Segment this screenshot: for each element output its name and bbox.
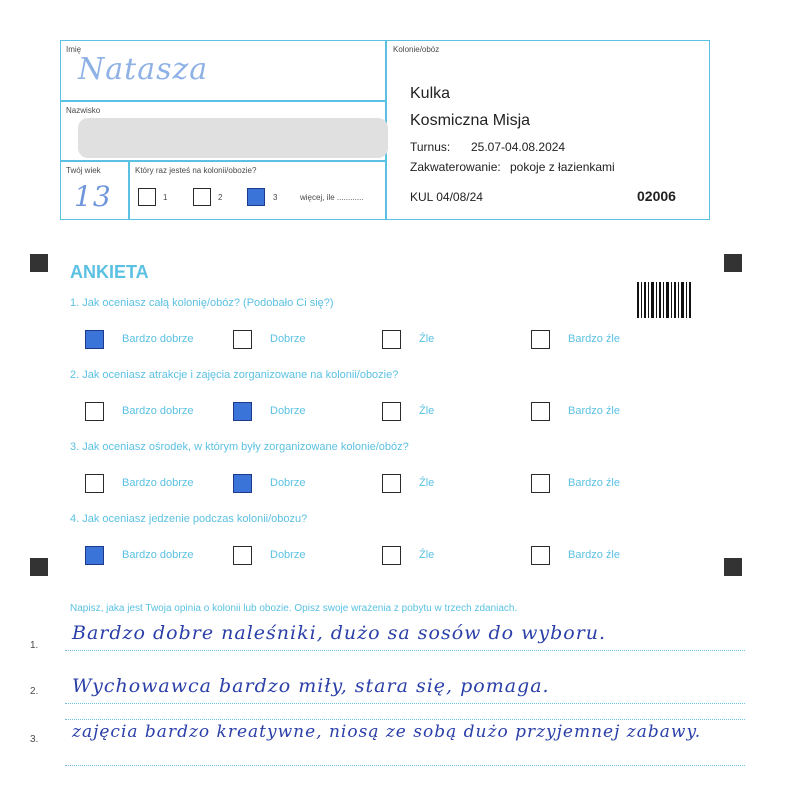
imie-label: Imię [66,45,82,54]
rating-checkbox[interactable] [531,402,550,421]
rating-option-label: Dobrze [270,333,306,345]
rating-option-label: Źle [419,477,435,489]
header-divider [60,100,386,102]
zakwaterowanie-label: Zakwaterowanie: [410,160,501,174]
camp-code: KUL 04/08/24 [410,190,483,204]
rating-checkbox[interactable] [85,546,104,565]
ktory-raz-option-3: 3 [273,193,278,202]
rating-option-label: Bardzo źle [568,333,620,345]
registration-mark [30,558,48,576]
rating-checkbox[interactable] [85,402,104,421]
rating-checkbox[interactable] [233,330,252,349]
line-number-3: 3. [30,734,39,745]
camp-program: Kosmiczna Misja [410,112,531,129]
rating-checkbox[interactable] [85,474,104,493]
zakwaterowanie-value: pokoje z łazienkami [510,160,615,174]
redaction-bar [78,118,388,158]
rating-option-label: Dobrze [270,477,306,489]
form-number: 02006 [637,188,676,204]
rating-checkbox[interactable] [382,330,401,349]
rating-option-label: Bardzo źle [568,549,620,561]
rating-checkbox[interactable] [233,402,252,421]
writing-line [65,703,745,704]
kolonie-label: Kolonie/obóz [393,45,440,54]
rating-checkbox[interactable] [531,330,550,349]
rating-checkbox[interactable] [382,474,401,493]
rating-option-label: Źle [419,549,435,561]
ktory-raz-option-1: 1 [163,193,168,202]
rating-checkbox[interactable] [531,546,550,565]
turnus-value: 25.07-04.08.2024 [471,140,566,154]
rating-checkbox[interactable] [85,330,104,349]
rating-option-label: Bardzo dobrze [122,405,194,417]
imie-value: Natasza [78,52,209,87]
registration-mark [30,254,48,272]
registration-mark [724,254,742,272]
writing-line [65,650,745,651]
wiek-label: Twój wiek [66,166,101,175]
rating-option-label: Źle [419,405,435,417]
rating-option-label: Bardzo dobrze [122,477,194,489]
rating-checkbox[interactable] [531,474,550,493]
rating-option-label: Dobrze [270,405,306,417]
opinion-line-1: Bardzo dobre naleśniki, dużo sa sosów do wyboru. [72,622,607,644]
wiek-value: 13 [74,180,112,213]
turnus-label: Turnus: [410,140,451,154]
rating-checkbox[interactable] [233,474,252,493]
rating-option-label: Bardzo źle [568,405,620,417]
ktory-raz-option-2: 2 [218,193,223,202]
ktory-raz-checkbox-2[interactable] [193,188,211,206]
ktory-raz-label: Który raz jesteś na kolonii/obozie? [135,166,257,175]
question-text: 3. Jak oceniasz ośrodek, w którym były zorganizowane kolonie/obóz? [70,441,409,453]
nazwisko-label: Nazwisko [66,106,101,115]
question-text: 1. Jak oceniasz całą kolonię/obóz? (Podobało Ci się?) [70,297,334,309]
rating-option-label: Źle [419,333,435,345]
writing-line [65,765,745,766]
rating-checkbox[interactable] [382,546,401,565]
rating-checkbox[interactable] [382,402,401,421]
rating-option-label: Bardzo dobrze [122,333,194,345]
header-divider [60,160,386,162]
ktory-raz-checkbox-3[interactable] [247,188,265,206]
survey-title: ANKIETA [70,262,149,282]
rating-checkbox[interactable] [233,546,252,565]
question-text: 4. Jak oceniasz jedzenie podczas kolonii/obozu? [70,513,308,525]
opinion-line-2: Wychowawca bardzo miły, stara się, pomaga. [72,675,550,697]
barcode-icon [637,282,691,318]
rating-option-label: Bardzo dobrze [122,549,194,561]
camp-name: Kulka [410,85,451,102]
ktory-raz-option-more: więcej, ile ............ [300,193,364,202]
opinion-line-3: zajęcia bardzo kreatywne, niosą ze sobą dużo przyjemnej zabawy. [72,722,702,742]
rating-option-label: Dobrze [270,549,306,561]
line-number-2: 2. [30,686,39,697]
line-number-1: 1. [30,640,39,651]
header-divider [128,160,130,220]
ktory-raz-checkbox-1[interactable] [138,188,156,206]
registration-mark [724,558,742,576]
question-text: 2. Jak oceniasz atrakcje i zajęcia zorganizowane na kolonii/obozie? [70,369,399,381]
opinion-prompt: Napisz, jaka jest Twoja opinia o kolonii lub obozie. Opisz swoje wrażenia z pobytu w trzech zdaniach. [70,603,518,614]
rating-option-label: Bardzo źle [568,477,620,489]
writing-line [65,719,745,720]
